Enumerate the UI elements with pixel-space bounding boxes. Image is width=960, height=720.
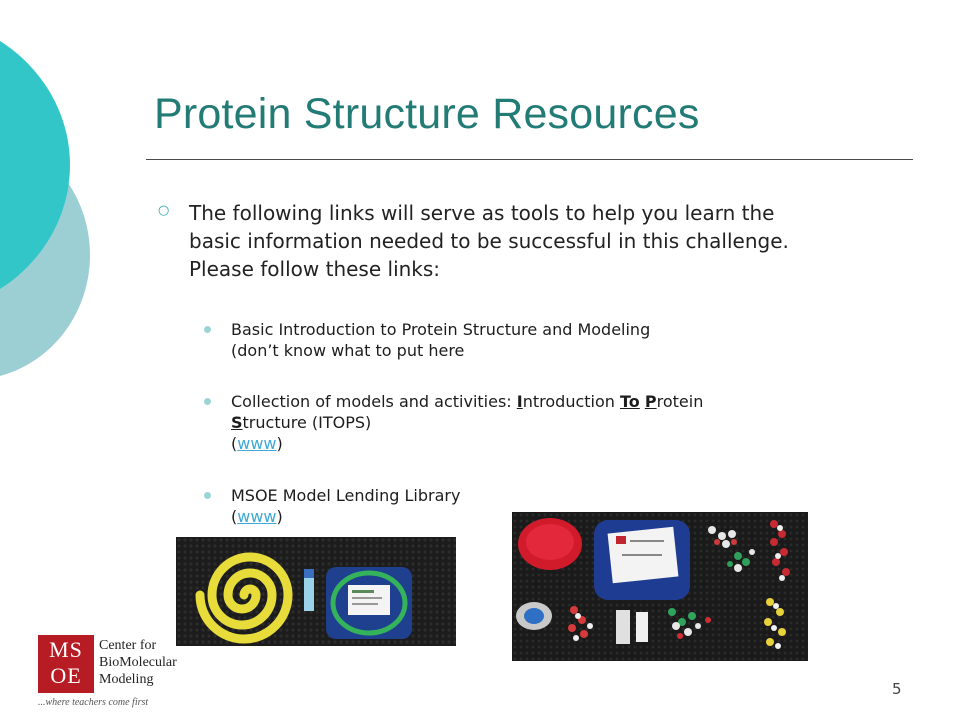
logo-mark (38, 635, 94, 693)
list-item-itops (204, 391, 824, 454)
lending-library-www-link[interactable]: www (237, 507, 277, 526)
list-item-protein-intro (204, 319, 824, 361)
item-label-cont (231, 412, 824, 433)
acronym-word-rest: rotein (656, 392, 704, 411)
acronym-letter: To (620, 392, 640, 411)
paren-close: ) (276, 507, 283, 526)
paren-open: ( (231, 434, 238, 453)
model-kit-photo-left (176, 537, 456, 646)
acronym-letter: S (231, 413, 243, 432)
paren-open: ( (231, 507, 238, 526)
item-link-line (231, 433, 824, 454)
acronym-letter: P (644, 392, 657, 411)
bullet-dot-icon (204, 492, 211, 499)
logo-letters-bottom: OE (50, 663, 82, 688)
page-number: 5 (892, 680, 902, 698)
hollow-diamond-bullet-icon: ○ (158, 203, 170, 218)
logo-letters-top: MS (49, 637, 83, 662)
acronym-word-rest: ntroduction (522, 392, 620, 411)
logo-org-name: Center for BioMolecular Modeling (99, 638, 177, 687)
model-lending-library-photo (512, 512, 808, 661)
item-note: (don’t know what to put here (231, 341, 465, 360)
logo-tagline: ...where teachers come first (38, 697, 149, 708)
itops-www-link[interactable]: www (237, 434, 277, 453)
intro-text: The following links will serve as tools to help you learn the basic information needed to be successful in this challenge. Please follow these links: (189, 201, 789, 281)
paren-close: ) (276, 434, 283, 453)
item-label: Basic Introduction to Protein Structure and Modeling (231, 320, 651, 339)
msoe-cbm-logo (38, 635, 188, 710)
item-label: MSOE Model Lending Library (231, 486, 461, 505)
acronym-letter: I (516, 392, 523, 411)
slide-title: Protein Structure Resources (154, 90, 700, 138)
item-label (231, 391, 824, 412)
item-prefix: Collection of models and activities: (231, 392, 517, 411)
bullet-dot-icon (204, 398, 211, 405)
acronym-word-rest: tructure (ITOPS) (242, 413, 372, 432)
title-divider (146, 159, 913, 160)
bullet-dot-icon (204, 326, 211, 333)
